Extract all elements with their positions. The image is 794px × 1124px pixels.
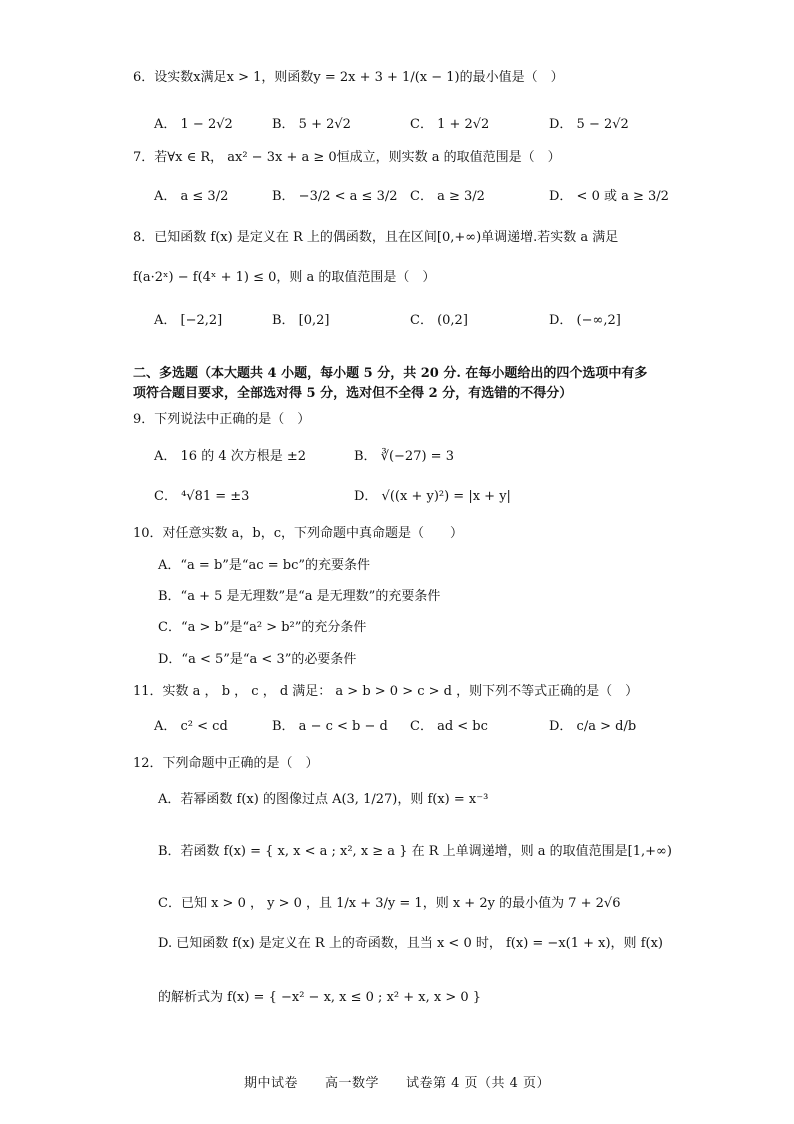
q9-stem: 9．下列说法中正确的是（ ） [133,412,311,427]
q6-option-c: C． 1 + 2√2 [410,117,490,132]
q8-option-c: C． (0,2] [410,313,468,328]
q12-option-d-line2: 的解析式为 f(x) = { −x² − x, x ≤ 0 ; x² + x, x > 0 } [158,990,482,1005]
q9-option-b: B． ∛(−27) = 3 [354,449,454,464]
q12-stem: 12．下列命题中正确的是（ ） [133,756,319,771]
q7-options [154,186,674,208]
q9-options-row1 [154,446,674,468]
q10-stem: 10．对任意实数 a，b，c，下列命题中真命题是（ ） [133,526,464,541]
q11-option-c: C． ad < bc [410,719,488,734]
q8-stem-line1: 8．已知函数 f(x) 是定义在 R 上的偶函数，且在区间[0,+∞)单调递增.若实数 a 满足 [133,230,619,245]
q11-options [154,716,674,738]
q9-option-d: D． √((x + y)²) = |x + y| [354,489,511,504]
q11-option-a: A． c² < cd [154,719,228,734]
page-footer: 期中试卷 高一数学 试卷第 4 页（共 4 页） [243,1076,551,1091]
q6-option-b: B． 5 + 2√2 [272,117,351,132]
section-2-heading-line1: 二、多选题（本大题共 4 小题，每小题 5 分，共 20 分. 在每小题给出的四个选项中有多 [133,366,648,381]
q6-options [154,114,674,136]
q7-option-b: B． −3/2 < a ≤ 3/2 [272,189,398,204]
q12-option-a: A．若幂函数 f(x) 的图像过点 A(3, 1/27)，则 f(x) = x⁻³ [158,792,489,807]
q11-stem: 11．实数 a ， b ， c ， d 满足： a > b > 0 > c > d ，则下列不等式正确的是（ ） [133,684,639,699]
q8-stem-line2: f(a·2ˣ) − f(4ˣ + 1) ≤ 0，则 a 的取值范围是（ ） [133,270,436,285]
q9-options-row2 [154,486,674,508]
q8-option-a: A． [−2,2] [154,313,223,328]
q7-option-d: D． < 0 或 a ≥ 3/2 [549,189,669,204]
q9-option-c: C． ⁴√81 = ±3 [154,489,250,504]
q6-stem: 6．设实数x满足x > 1，则函数y = 2x + 3 + 1/(x − 1)的最小值是（ ） [133,70,564,85]
q10-option-d: D．“a < 5”是“a < 3”的必要条件 [158,652,357,667]
q7-option-a: A． a ≤ 3/2 [154,189,229,204]
q10-option-a: A．“a = b”是“ac = bc”的充要条件 [158,558,370,573]
q7-stem: 7．若∀x ∈ R， ax² − 3x + a ≥ 0恒成立，则实数 a 的取值范围是（ ） [133,150,561,165]
q9-option-a: A． 16 的 4 次方根是 ±2 [154,449,307,464]
q12-option-b: B．若函数 f(x) = { x, x < a ; x², x ≥ a } 在 R 上单调递增，则 a 的取值范围是[1,+∞) [158,844,672,859]
q12-option-d-line1: D. 已知函数 f(x) 是定义在 R 上的奇函数，且当 x < 0 时， f(x) = −x(1 + x)，则 f(x) [158,936,663,951]
q11-option-d: D． c/a > d/b [549,719,637,734]
q10-option-b: B．“a + 5 是无理数”是“a 是无理数”的充要条件 [158,589,441,604]
q12-option-c: C．已知 x > 0 ， y > 0 ，且 1/x + 3/y = 1，则 x + 2y 的最小值为 7 + 2√6 [158,896,621,911]
section-2-heading-line2: 项符合题目要求，全部选对得 5 分，选对但不全得 2 分，有选错的不得分） [133,386,573,401]
q6-option-a: A． 1 − 2√2 [154,117,233,132]
q11-option-b: B． a − c < b − d [272,719,388,734]
q10-option-c: C．“a > b”是“a² > b²”的充分条件 [158,620,367,635]
q8-options [154,310,674,332]
q8-option-b: B． [0,2] [272,313,330,328]
q6-option-d: D． 5 − 2√2 [549,117,629,132]
q8-option-d: D． (−∞,2] [549,313,621,328]
q7-option-c: C． a ≥ 3/2 [410,189,485,204]
